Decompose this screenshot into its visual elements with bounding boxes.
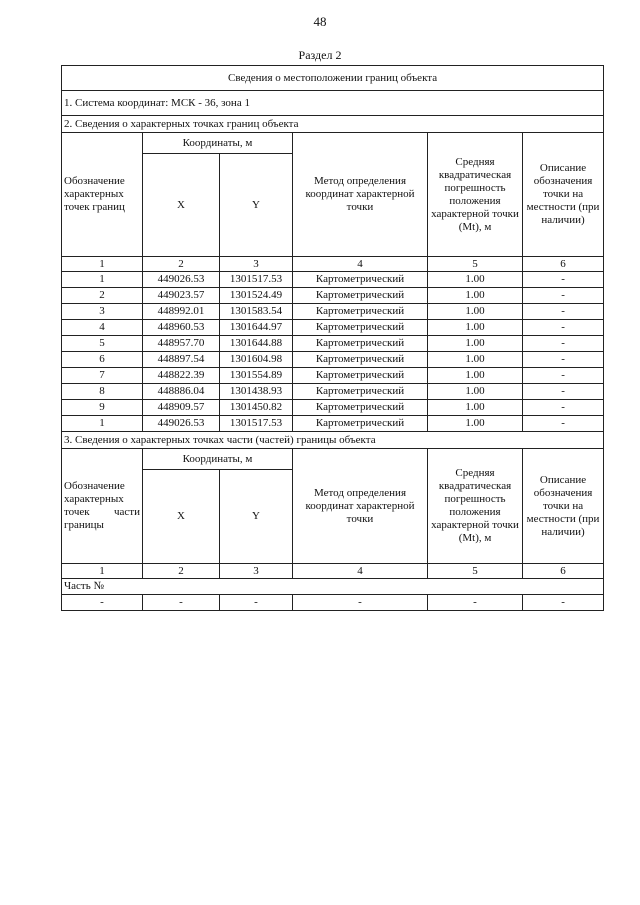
point-desc: - <box>523 352 604 368</box>
point-x: 449023.57 <box>143 288 220 304</box>
point-x: 449026.53 <box>143 272 220 288</box>
point-y: 1301438.93 <box>220 384 293 400</box>
point-mt: 1.00 <box>428 272 523 288</box>
point-desc: - <box>523 384 604 400</box>
point-mt: 1.00 <box>428 416 523 432</box>
point-x: 449026.53 <box>143 416 220 432</box>
point-mt: 1.00 <box>428 384 523 400</box>
column-number: 2 <box>143 257 220 272</box>
point-method: Картометрический <box>293 368 428 384</box>
point-x: 448960.53 <box>143 320 220 336</box>
point-y: 1301517.53 <box>220 416 293 432</box>
header-description: Описание обозначения точки на местности (при наличии) <box>523 133 604 257</box>
point-desc: - <box>523 368 604 384</box>
point-row <box>62 320 604 336</box>
point-y: 1301450.82 <box>220 400 293 416</box>
empty-row <box>62 595 604 611</box>
point-method: Картометрический <box>293 416 428 432</box>
header-error: Средняя квадратическая погрешность положения характерной точки (Mt), м <box>428 133 523 257</box>
point-row <box>62 368 604 384</box>
point-x: 448957.70 <box>143 336 220 352</box>
point-method: Картометрический <box>293 272 428 288</box>
header2-error: Средняя квадратическая погрешность положения характерной точки (Mt), м <box>428 449 523 564</box>
point-method: Картометрический <box>293 336 428 352</box>
empty-cell: - <box>62 595 143 611</box>
empty-cell: - <box>293 595 428 611</box>
point-row <box>62 272 604 288</box>
point-desc: - <box>523 272 604 288</box>
column-number: 1 <box>62 564 143 579</box>
part2-title: 2. Сведения о характерных точках границ объекта <box>62 116 604 133</box>
point-y: 1301524.49 <box>220 288 293 304</box>
point-row <box>62 352 604 368</box>
point-x: 448897.54 <box>143 352 220 368</box>
column-number: 4 <box>293 564 428 579</box>
point-method: Картометрический <box>293 352 428 368</box>
column-number: 6 <box>523 257 604 272</box>
point-method: Картометрический <box>293 288 428 304</box>
header-y: Y <box>220 154 293 257</box>
point-y: 1301554.89 <box>220 368 293 384</box>
part2-title-row <box>62 116 604 133</box>
column-number: 1 <box>62 257 143 272</box>
point-row <box>62 400 604 416</box>
point-number: 1 <box>62 272 143 288</box>
point-row <box>62 416 604 432</box>
column-number: 2 <box>143 564 220 579</box>
point-mt: 1.00 <box>428 400 523 416</box>
point-x: 448886.04 <box>143 384 220 400</box>
point-number: 5 <box>62 336 143 352</box>
point-method: Картометрический <box>293 304 428 320</box>
point-number: 6 <box>62 352 143 368</box>
point-desc: - <box>523 304 604 320</box>
point-desc: - <box>523 336 604 352</box>
point-y: 1301644.88 <box>220 336 293 352</box>
point-number: 9 <box>62 400 143 416</box>
header-x: X <box>143 154 220 257</box>
header-method: Метод определения координат характерной точки <box>293 133 428 257</box>
point-number: 3 <box>62 304 143 320</box>
point-method: Картометрический <box>293 320 428 336</box>
point-mt: 1.00 <box>428 368 523 384</box>
point-row <box>62 304 604 320</box>
column-numbers-row-2 <box>62 564 604 579</box>
table-title: Сведения о местоположении границ объекта <box>62 66 604 91</box>
header2-designation: Обозначение характерных точек части границы <box>62 449 143 564</box>
part3-title: 3. Сведения о характерных точках части (частей) границы объекта <box>62 432 604 449</box>
point-mt: 1.00 <box>428 336 523 352</box>
header2-coords: Координаты, м <box>143 449 293 470</box>
point-mt: 1.00 <box>428 288 523 304</box>
boundaries-table <box>61 65 604 611</box>
point-number: 4 <box>62 320 143 336</box>
header-row-1 <box>62 133 604 154</box>
point-x: 448822.39 <box>143 368 220 384</box>
header2-row-1 <box>62 449 604 470</box>
empty-cell: - <box>143 595 220 611</box>
point-desc: - <box>523 288 604 304</box>
point-mt: 1.00 <box>428 352 523 368</box>
point-row <box>62 336 604 352</box>
point-y: 1301644.97 <box>220 320 293 336</box>
point-desc: - <box>523 320 604 336</box>
header2-x: X <box>143 470 220 564</box>
point-number: 7 <box>62 368 143 384</box>
point-method: Картометрический <box>293 384 428 400</box>
point-y: 1301583.54 <box>220 304 293 320</box>
point-row <box>62 288 604 304</box>
empty-cell: - <box>220 595 293 611</box>
empty-cell: - <box>428 595 523 611</box>
point-number: 1 <box>62 416 143 432</box>
column-number: 6 <box>523 564 604 579</box>
section-label: Раздел 2 <box>298 48 342 62</box>
empty-cell: - <box>523 595 604 611</box>
part-label-row <box>62 579 604 595</box>
column-number: 5 <box>428 564 523 579</box>
point-desc: - <box>523 400 604 416</box>
part-label: Часть № <box>62 579 604 595</box>
point-mt: 1.00 <box>428 320 523 336</box>
header2-y: Y <box>220 470 293 564</box>
point-desc: - <box>523 416 604 432</box>
point-row <box>62 384 604 400</box>
column-number: 3 <box>220 564 293 579</box>
coord-system: 1. Система координат: МСК - 36, зона 1 <box>62 91 604 116</box>
point-x: 448909.57 <box>143 400 220 416</box>
point-y: 1301517.53 <box>220 272 293 288</box>
coord-system-row <box>62 91 604 116</box>
column-numbers-row <box>62 257 604 272</box>
point-x: 448992.01 <box>143 304 220 320</box>
point-method: Картометрический <box>293 400 428 416</box>
point-mt: 1.00 <box>428 304 523 320</box>
table-title-row <box>62 66 604 91</box>
part3-title-row <box>62 432 604 449</box>
header-designation: Обозначение характерных точек границ <box>62 133 143 257</box>
point-number: 2 <box>62 288 143 304</box>
header2-method: Метод определения координат характерной точки <box>293 449 428 564</box>
header2-description: Описание обозначения точки на местности (при наличии) <box>523 449 604 564</box>
column-number: 5 <box>428 257 523 272</box>
point-y: 1301604.98 <box>220 352 293 368</box>
point-number: 8 <box>62 384 143 400</box>
column-number: 3 <box>220 257 293 272</box>
header-coords: Координаты, м <box>143 133 293 154</box>
page-number: 48 <box>313 14 327 29</box>
column-number: 4 <box>293 257 428 272</box>
